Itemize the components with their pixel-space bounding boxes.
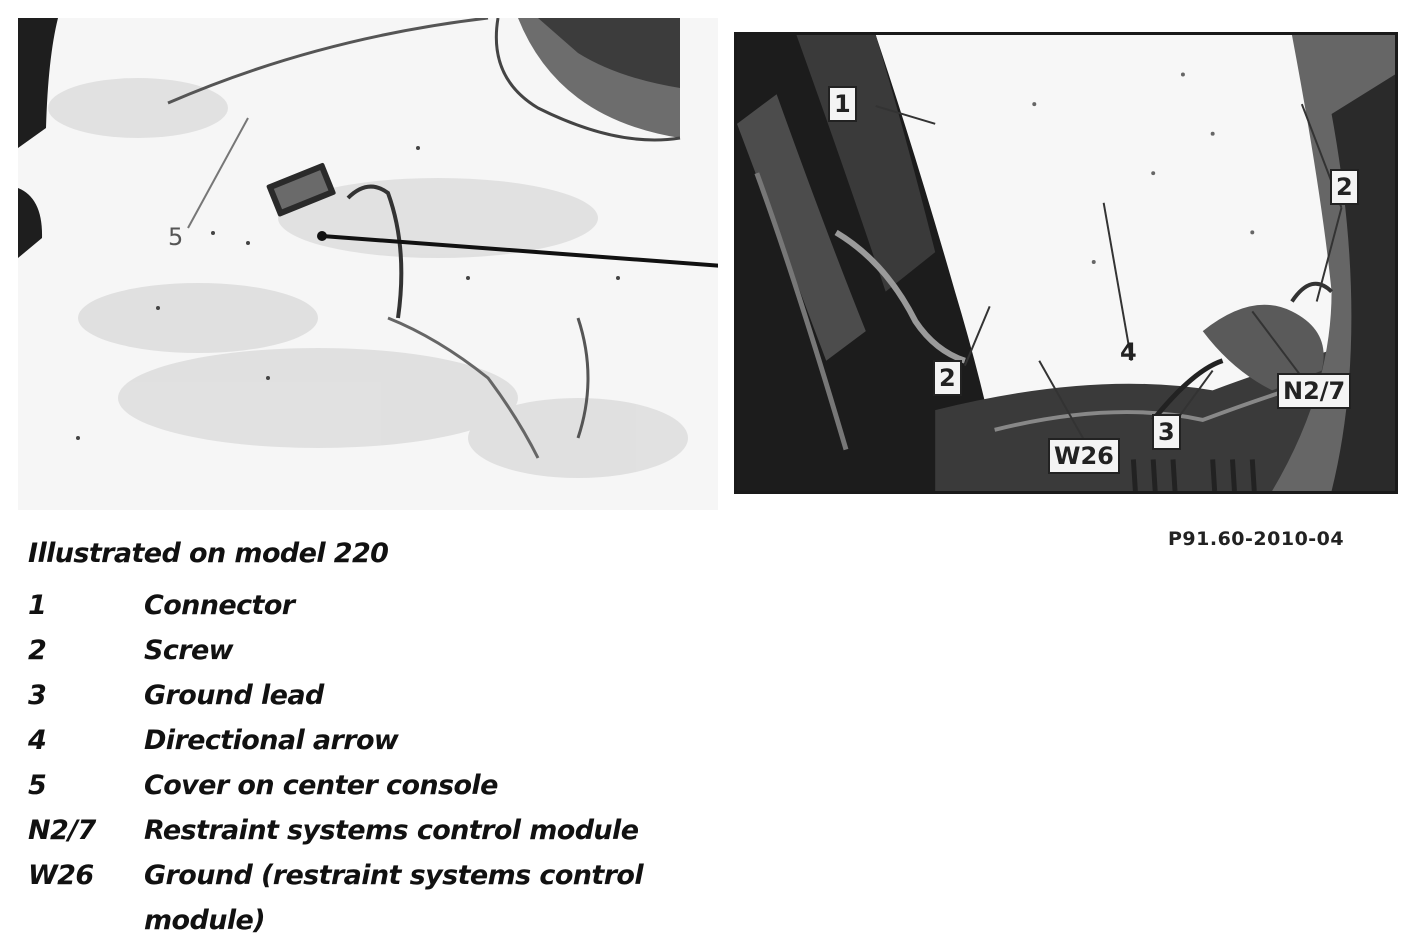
- legend-key: N2/7: [28, 815, 96, 846]
- legend-text: Connector: [144, 590, 295, 621]
- legend-row: [28, 673, 708, 718]
- legend-key: 4: [28, 725, 47, 756]
- detail-callout-3: 3: [1152, 414, 1181, 450]
- caption-title: Illustrated on model 220: [28, 538, 389, 569]
- legend-row: [28, 808, 708, 853]
- legend: [28, 583, 708, 943]
- legend-key: 5: [28, 770, 47, 801]
- detail-callout-w26: W26: [1048, 438, 1120, 474]
- legend-row: [28, 763, 708, 808]
- legend-text: Ground lead: [144, 680, 324, 711]
- figure-id: P91.60-2010-04: [1168, 528, 1345, 550]
- legend-row: [28, 628, 708, 673]
- legend-key: 2: [28, 635, 47, 666]
- legend-row: [28, 583, 708, 628]
- overview-photo: [18, 18, 718, 510]
- legend-key: 3: [28, 680, 47, 711]
- detail-callout-4: 4: [1120, 338, 1137, 366]
- detail-callout-2-left: 2: [933, 360, 962, 396]
- legend-text: Screw: [144, 635, 234, 666]
- legend-text: Restraint systems control module: [144, 815, 639, 846]
- legend-key: W26: [28, 860, 94, 891]
- legend-text: Ground (restraint systems control module): [144, 860, 644, 936]
- legend-text: Cover on center console: [144, 770, 498, 801]
- detail-callout-n2-7: N2/7: [1277, 373, 1351, 409]
- legend-key: 1: [28, 590, 47, 621]
- legend-row: [28, 853, 708, 943]
- overview-callout-5: 5: [168, 223, 184, 251]
- detail-callout-1: 1: [828, 86, 857, 122]
- legend-row: [28, 718, 708, 763]
- figure-photos: [18, 18, 1408, 510]
- legend-text: Directional arrow: [144, 725, 399, 756]
- detail-callout-2-right: 2: [1330, 169, 1359, 205]
